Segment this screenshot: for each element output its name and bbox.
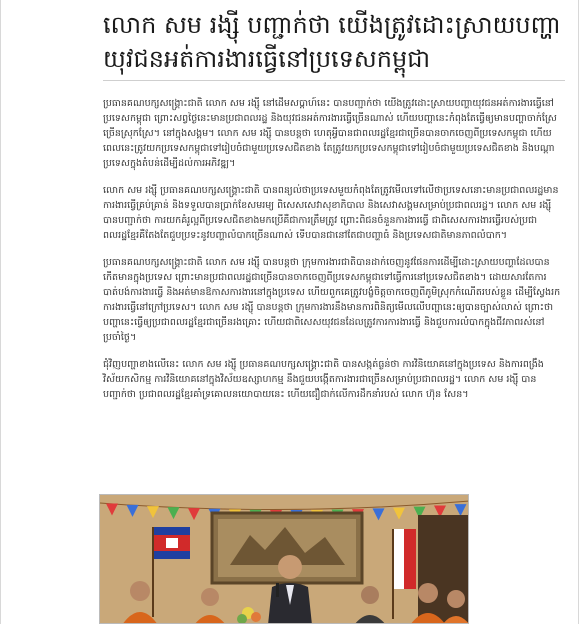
flag-pole-right [392,529,394,619]
doorway [418,515,469,624]
monk-head [418,583,438,603]
attendee-head [361,586,379,604]
article-paragraph: ប្រធានគណបក្សសង្គ្រោះជាតិ លោក សម រង្ស៊ី នៅដើមសប្ដាហ៍នេះ បានបញ្ជាក់ថា យើងត្រូវដោះស្រាយបញ្ហាយុវជនអត់ការងារធ្វើនៅប្រទេសកម្ពុជា ព្រោះសព្វថ្ងៃនេះមានប្រជាពលរដ្ឋ និងយុវជនអត់ការងារធ្វើច្រើនណាស់ ហើយបញ្ហានេះកំពុងតែធ្វើឲ្យមានបញ្ហាចាក់ស្រែច្រើនស្រុកស្រែ។ នៅក្នុងសង្គម។ លោក សម រង្ស៊ី បានបន្តថា ហេតុអ្វីបានជាពលរដ្ឋខ្មែរជាច្រើនបានចាកចេញពីប្រទេសកម្ពុជា ហើយពេលនេះត្រូវយកប្រទេសកម្ពុជាទៅរៀបចំជាមួយប្រទេសជិតខាង តែត្រូវយកប្រទេសកម្ពុជាទៅរៀបចំជាមួយប្រទេសជិតខាង និងបណ្ដាប្រទេសក្នុងតំបន់ដើម្បីដល់ការអភិវឌ្ឍ។ [103,98,557,169]
article-title: លោក សម រង្ស៊ី បញ្ជាក់ថា យើងត្រូវដោះស្រាយបញ្ហាយុវជនអត់ការងារធ្វើនៅប្រទេសកម្ពុជា [103,11,561,73]
microphone [276,583,279,597]
article-paragraph: ជុំវិញបញ្ហាខាងលើនេះ លោក សម រង្ស៊ី ប្រធានគណបក្សសង្គ្រោះជាតិ បានសង្កត់ធ្ងន់ថា ការវិនិយោគនៅក្នុងប្រទេស និងការពង្រឹងវិស័យកសិកម្ម ការវិនិយោគនៅក្នុងវិស័យឧស្សាហកម្ម នឹងជួយបង្កើតការងារជាច្រើនសម្រាប់ប្រជាពលរដ្ឋ។ លោក សម រង្ស៊ី បានបញ្ជាក់ថា ប្រជាពលរដ្ឋខ្មែរគាំទ្រគោលនយោបាយនេះ ហើយជឿជាក់លើការដឹកនាំរបស់ លោក ហ៊ុន សែន។ [103,359,544,400]
article-body [103,96,561,414]
event-photo-illustration [100,495,469,624]
article-photo [99,494,469,624]
flower [237,614,247,624]
flag-right-red [404,529,416,589]
monk-head [201,588,219,606]
article-paragraph: ប្រធានគណបក្សសង្គ្រោះជាតិ លោក សម រង្ស៊ី បានបន្តថា ក្រុមការងារជាតិបានដាក់ចេញនូវផែនការដើម្បីដោះស្រាយបញ្ហាដែលបានកើតមានក្នុងប្រទេស ព្រោះមានប្រជាពលរដ្ឋជាច្រើនបានចាកចេញពីប្រទេសកម្ពុជាទៅធ្វើការនៅប្រទេសជិតខាង។ ដោយសារតែការបាត់បង់ការងារធ្វើ និងអត់មានឱកាសការងារនៅក្នុងប្រទេស ហើយពួកគេត្រូវបង្ខំចិត្តចាកចេញពីភូមិស្រុកកំណើតរបស់ខ្លួន ដើម្បីស្វែងរកការងារធ្វើនៅក្រៅប្រទេស។ លោក សម រង្ស៊ី បានបន្តថា ក្រុមការងារនឹងមានការពិនិត្យមើលលើបញ្ហានេះឲ្យបានច្បាស់លាស់ ព្រោះថាបញ្ហានេះធ្វើឲ្យប្រជាពលរដ្ឋខ្មែរជាច្រើនរងគ្រោះ ហើយជាពិសេសយុវជនដែលត្រូវការការងារធ្វើ និងជួបការលំបាកក្នុងជីវភាពរស់នៅប្រចាំថ្ងៃ។ [103,257,561,343]
speaker-head [278,555,302,579]
monk-head [130,581,150,601]
monk-head [447,590,465,608]
flag-temple [166,538,178,548]
flag-blue-top [154,527,190,535]
flag-pole [152,527,154,617]
article-paragraph: លោក សម រង្ស៊ី ប្រធានគណបក្សសង្គ្រោះជាតិ បានពន្យល់ថាប្រទេសមួយកំពុងតែត្រូវមើលទៅលើថាប្រទេសនោះមានប្រជាពលរដ្ឋមានការងារធ្វើគ្រប់គ្រាន់ និងទទួលបានប្រាក់ខែសមរម្យ ពិសេសសេវាសុខាភិបាល និងសេវាសង្គមសម្រាប់ប្រជាពលរដ្ឋ។ លោក សម រង្ស៊ី បានបញ្ជាក់ថា ការយកគំរូល្អពីប្រទេសជិតខាងមកប្រើគឺជាការត្រឹមត្រូវ ព្រោះពិជនចំនួនការងារធ្វើ ជាពិសេសការងារធ្វើរបស់ប្រជាពលរដ្ឋខ្មែរគឺតែងតែជួបប្រទះនូវបញ្ហាលំបាកច្រើនណាស់ ទើបបានជានៅតែជាបញ្ហាធំ និងប្រទេសជាតិមានភាពលំបាក។ [103,185,559,241]
flag-blue-bottom [154,551,190,559]
flower [251,612,261,622]
title-divider [103,80,565,81]
flag-right-white [394,529,404,589]
